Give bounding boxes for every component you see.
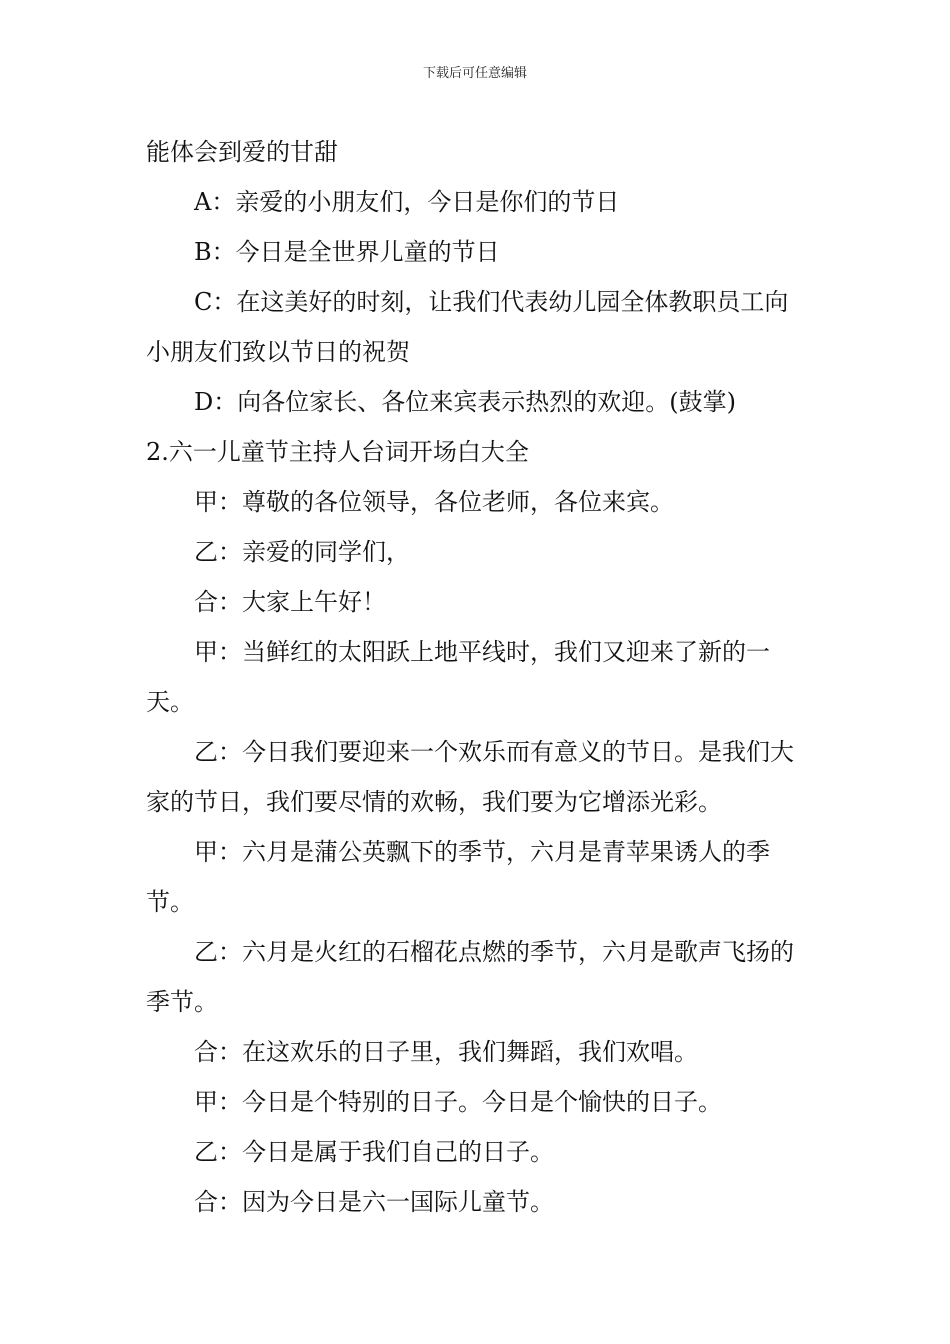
section-heading: 2.六一儿童节主持人台词开场白大全 xyxy=(146,438,529,466)
paragraph-1: 能体会到爱的甘甜 xyxy=(146,138,338,166)
paragraph-16: 乙：今日是属于我们自己的日子。 xyxy=(194,1138,554,1166)
paragraph-7: 甲：尊敬的各位领导，各位老师，各位来宾。 xyxy=(194,488,674,516)
paragraph-5: D：向各位家长、各位来宾表示热烈的欢迎。(鼓掌) xyxy=(194,388,736,416)
paragraph-9: 合：大家上午好！ xyxy=(194,588,386,616)
paragraph-4: C：在这美好的时刻，让我们代表幼儿园全体教职员工向小朋友们致以节日的祝贺 xyxy=(146,288,789,366)
document-body xyxy=(146,127,810,1227)
paragraph-3: B：今日是全世界儿童的节日 xyxy=(194,238,500,266)
paragraph-13: 乙：六月是火红的石榴花点燃的季节，六月是歌声飞扬的季节。 xyxy=(146,938,794,1016)
paragraph-2: A：亲爱的小朋友们，今日是你们的节日 xyxy=(194,188,620,216)
paragraph-8: 乙：亲爱的同学们， xyxy=(194,538,410,566)
paragraph-11: 乙：今日我们要迎来一个欢乐而有意义的节日。是我们大家的节日，我们要尽情的欢畅，我们要为它增添光彩。 xyxy=(146,738,794,816)
paragraph-14: 合：在这欢乐的日子里，我们舞蹈，我们欢唱。 xyxy=(194,1038,698,1066)
paragraph-15: 甲：今日是个特别的日子。今日是个愉快的日子。 xyxy=(194,1088,722,1116)
paragraph-10: 甲：当鲜红的太阳跃上地平线时，我们又迎来了新的一天。 xyxy=(146,638,770,716)
paragraph-17: 合：因为今日是六一国际儿童节。 xyxy=(194,1188,554,1216)
paragraph-12: 甲：六月是蒲公英飘下的季节，六月是青苹果诱人的季节。 xyxy=(146,838,770,916)
page-header: 下载后可任意编辑 xyxy=(422,66,527,81)
